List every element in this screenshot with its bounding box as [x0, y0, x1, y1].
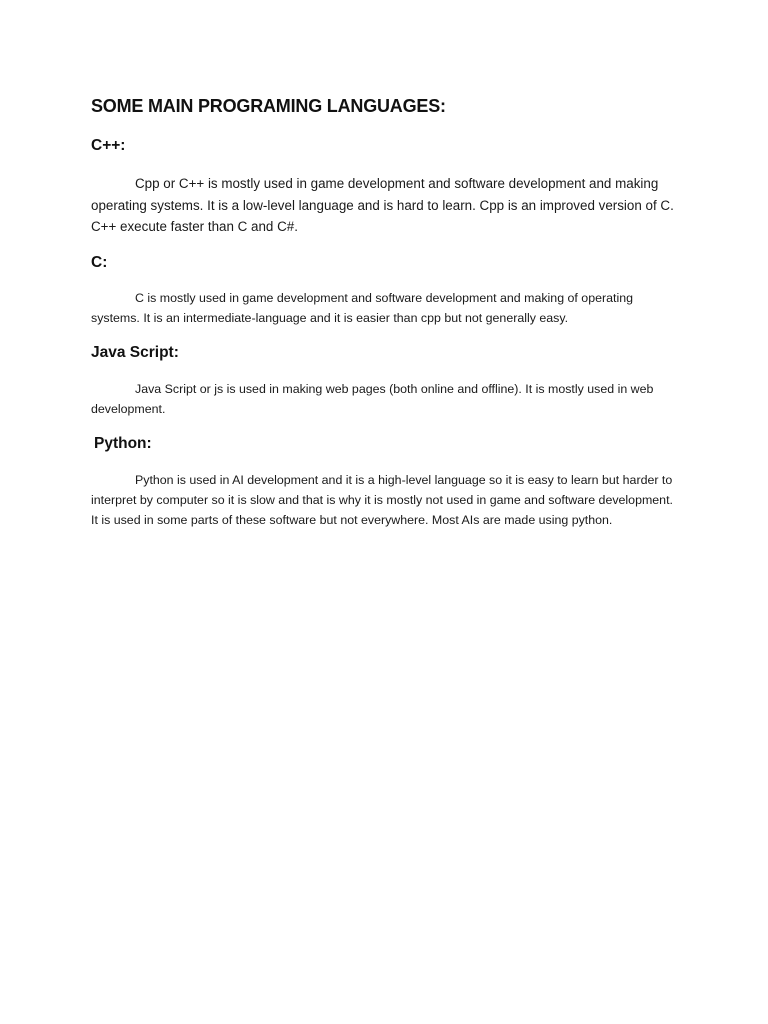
- document-title: SOME MAIN PROGRAMING LANGUAGES:: [91, 96, 446, 116]
- section-heading-cpp: C++:: [91, 137, 126, 154]
- section-body-javascript: Java Script or js is used in making web pages (both online and offline). It is mostly used in web development.: [91, 382, 654, 417]
- section-heading-c: C:: [91, 254, 108, 271]
- section-body-python: Python is used in AI development and it is a high-level language so it is easy to learn but harder to interpret by computer so it is slow and that is why it is mostly not used in game and software development. It is used in some parts of these software but not everywhere. Most AIs are made using python.: [91, 473, 673, 528]
- section-heading-python: Python:: [94, 435, 152, 452]
- section-body-c: C is mostly used in game development and software development and making of operating systems. It is an intermediate-language and it is easier than cpp but not generally easy.: [91, 291, 633, 326]
- section-heading-javascript: Java Script:: [91, 344, 179, 361]
- section-body-cpp: Cpp or C++ is mostly used in game development and software development and making operating systems. It is a low-level language and is hard to learn. Cpp is an improved version of C. C++ execute faster than C and C#.: [91, 176, 674, 234]
